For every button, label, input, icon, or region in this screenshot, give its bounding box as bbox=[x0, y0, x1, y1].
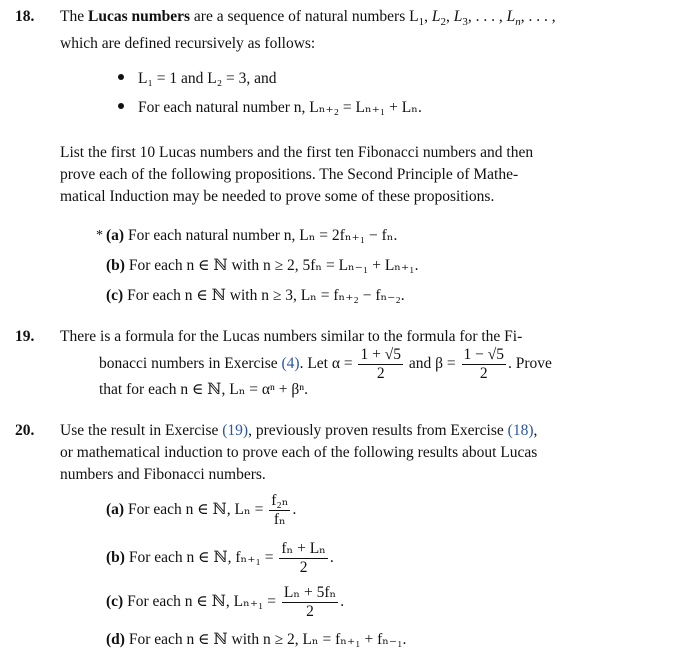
part-item: (a) For each natural number n, Lₙ = 2fₙ₊₁ − fₙ. bbox=[106, 227, 398, 244]
exercise-link[interactable]: (4) bbox=[281, 355, 300, 373]
problem-18-paragraph bbox=[60, 142, 650, 208]
problem-20-line-2: or mathematical induction to prove each of the following results about Lucas bbox=[60, 444, 538, 461]
beta-fraction: $\frac{1 - √5}{2}$ bbox=[463, 346, 504, 382]
paragraph-line: matical Induction may be needed to prove some of these propositions. bbox=[60, 188, 495, 205]
problem-18-line-2: which are defined recursively as follows: bbox=[60, 35, 316, 52]
part-item: (c) For each n ∈ ℕ, Lₙ₊₁ = $\frac{\text{Lₙ + 5fₙ}}{2}$ . bbox=[106, 584, 345, 620]
problem-19 bbox=[15, 326, 650, 348]
problem-18 bbox=[15, 6, 650, 55]
part-item: (b) For each n ∈ ℕ, fₙ₊₁ = $\frac{\text{fₙ + Lₙ}}{2}$ . bbox=[106, 540, 334, 576]
fraction: $\frac{\text{Lₙ + 5fₙ}}{2}$ bbox=[283, 584, 337, 620]
bullet-item: L₁ = 1 and L₂ = 3, and bbox=[118, 70, 277, 88]
bullet-item: For each natural number n, Lₙ₊₂ = Lₙ₊₁ + Lₙ. bbox=[118, 98, 422, 117]
exercise-link[interactable]: (18) bbox=[507, 422, 534, 439]
problem-20 bbox=[15, 420, 650, 486]
bullet-icon bbox=[118, 103, 124, 109]
part-item: (a) For each n ∈ ℕ, Lₙ = $\frac{\text{f₂ₙ}}{\text{fₙ}}$ . bbox=[106, 492, 297, 528]
fraction: $\frac{\text{fₙ + Lₙ}}{2}$ bbox=[281, 540, 326, 576]
problem-number: 20. bbox=[15, 422, 35, 439]
problem-19-line-2: bonacci numbers in Exercise (4). Let α = $\frac{1 + √5}{2}$ and β = $\frac{1 - √5}{2}$ . Prove bbox=[99, 346, 552, 382]
part-item: (c) For each n ∈ ℕ with n ≥ 3, Lₙ = fₙ₊₂ − fₙ₋₂. bbox=[106, 287, 405, 304]
problem-number: 18. bbox=[15, 8, 35, 25]
alpha-fraction: $\frac{1 + √5}{2}$ bbox=[360, 346, 401, 382]
fraction: $\frac{\text{f₂ₙ}}{\text{fₙ}}$ bbox=[271, 492, 289, 528]
star-mark: * bbox=[96, 228, 103, 243]
bullet-icon bbox=[118, 74, 124, 80]
problem-19-line-1: There is a formula for the Lucas numbers similar to the formula for the Fi- bbox=[60, 328, 523, 345]
part-item: (b) For each n ∈ ℕ with n ≥ 2, 5fₙ = Lₙ₋₁ + Lₙ₊₁. bbox=[106, 257, 419, 274]
part-item: (d) For each n ∈ ℕ with n ≥ 2, Lₙ = fₙ₊₁ + fₙ₋₁. bbox=[106, 631, 407, 648]
problem-20-line-1: Use the result in Exercise (19), previously proven results from Exercise (18), bbox=[60, 422, 538, 439]
paragraph-line: List the first 10 Lucas numbers and the first ten Fibonacci numbers and then bbox=[60, 144, 534, 161]
problem-number: 19. bbox=[15, 328, 35, 345]
paragraph-line: prove each of the following propositions. The Second Principle of Mathe- bbox=[60, 166, 519, 183]
exercise-link[interactable]: (19) bbox=[222, 422, 249, 439]
problem-20-line-3: numbers and Fibonacci numbers. bbox=[60, 466, 266, 483]
problem-18-line-1: The Lucas numbers are a sequence of natural numbers $L_1$, $L_2$, $L_3$, . . . , $L_n$, . . . , bbox=[60, 8, 556, 28]
problem-19-line-3: that for each n ∈ ℕ, Lₙ = αⁿ + βⁿ. bbox=[99, 381, 309, 398]
